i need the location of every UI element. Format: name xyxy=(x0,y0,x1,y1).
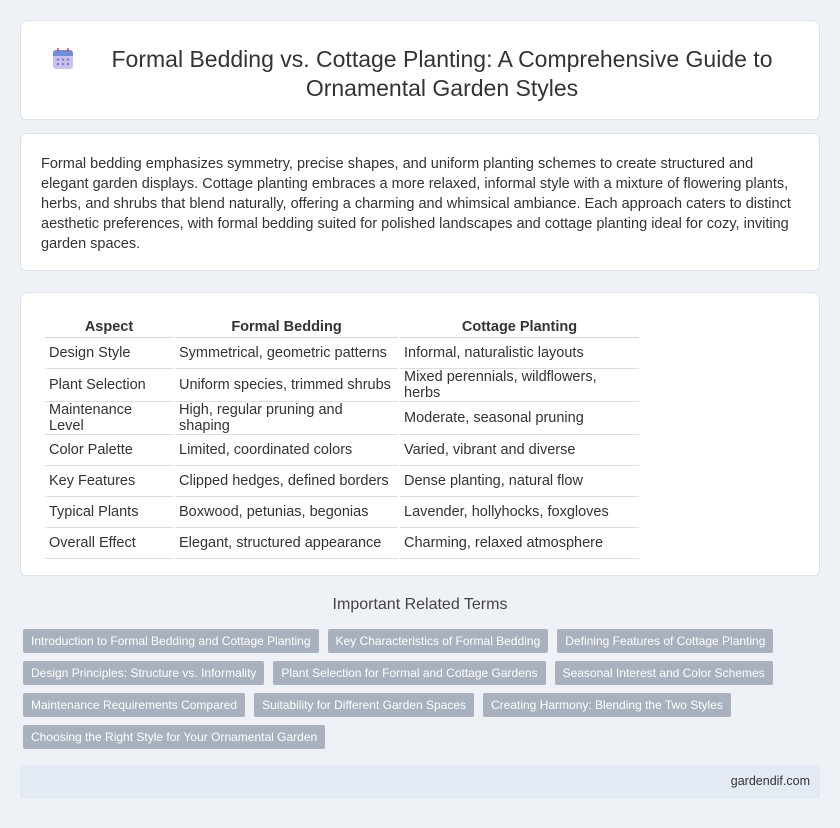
related-term-tag[interactable]: Plant Selection for Formal and Cottage Gardens xyxy=(273,661,545,685)
table-cell: Color Palette xyxy=(45,435,173,466)
table-cell: Charming, relaxed atmosphere xyxy=(400,528,639,559)
table-cell: Overall Effect xyxy=(45,528,173,559)
table-cell: Key Features xyxy=(45,466,173,497)
table-row xyxy=(45,402,639,435)
table-row xyxy=(45,497,639,528)
calendar-icon xyxy=(51,47,75,71)
table-cell: High, regular pruning and shaping xyxy=(175,402,398,435)
column-header-aspect: Aspect xyxy=(45,317,173,338)
table-cell: Typical Plants xyxy=(45,497,173,528)
table-cell: Lavender, hollyhocks, foxgloves xyxy=(400,497,639,528)
related-term-tag[interactable]: Defining Features of Cottage Planting xyxy=(557,629,773,653)
table-cell: Clipped hedges, defined borders xyxy=(175,466,398,497)
table-cell: Limited, coordinated colors xyxy=(175,435,398,466)
table-cell: Maintenance Level xyxy=(45,402,173,435)
table-cell: Elegant, structured appearance xyxy=(175,528,398,559)
related-term-tag[interactable]: Suitability for Different Garden Spaces xyxy=(254,693,474,717)
table-header-row xyxy=(45,317,639,338)
table-row xyxy=(45,369,639,402)
comparison-table xyxy=(43,317,641,559)
related-term-tag[interactable]: Choosing the Right Style for Your Ornamental Garden xyxy=(23,725,325,749)
footer xyxy=(20,765,820,798)
page-title: Formal Bedding vs. Cottage Planting: A Comprehensive Guide to Ornamental Garden Styles xyxy=(111,46,773,101)
table-cell: Plant Selection xyxy=(45,369,173,402)
related-term-tag[interactable]: Design Principles: Structure vs. Informality xyxy=(23,661,264,685)
footer-site-link[interactable]: gardendif.com xyxy=(730,774,810,788)
column-header-formal: Formal Bedding xyxy=(175,317,398,338)
table-cell: Boxwood, petunias, begonias xyxy=(175,497,398,528)
table-cell: Varied, vibrant and diverse xyxy=(400,435,639,466)
related-term-tag[interactable]: Introduction to Formal Bedding and Cottage Planting xyxy=(23,629,319,653)
related-term-tag[interactable]: Key Characteristics of Formal Bedding xyxy=(328,629,549,653)
table-cell: Mixed perennials, wildflowers, herbs xyxy=(400,369,639,402)
table-row xyxy=(45,338,639,369)
table-cell: Moderate, seasonal pruning xyxy=(400,402,639,435)
intro-card xyxy=(20,133,820,271)
table-row xyxy=(45,435,639,466)
intro-text: Formal bedding emphasizes symmetry, precise shapes, and uniform planting schemes to create structured and elegant garden displays. Cottage planting embraces a more relaxed, informal style with a mixture of flowering plants, herbs, and shrubs that blend naturally, offering a charming and whimsical ambiance. Each approach caters to distinct aesthetic preferences, with formal bedding suited for polished landscapes and cottage planting ideal for cozy, inviting garden spaces. xyxy=(41,156,791,252)
table-cell: Uniform species, trimmed shrubs xyxy=(175,369,398,402)
table-cell: Symmetrical, geometric patterns xyxy=(175,338,398,369)
related-term-tag[interactable]: Maintenance Requirements Compared xyxy=(23,693,245,717)
table-cell: Informal, naturalistic layouts xyxy=(400,338,639,369)
column-header-cottage: Cottage Planting xyxy=(400,317,639,338)
related-term-tag[interactable]: Seasonal Interest and Color Schemes xyxy=(555,661,773,685)
related-terms-title: Important Related Terms xyxy=(332,596,508,613)
table-row xyxy=(45,466,639,497)
comparison-card xyxy=(20,292,820,576)
table-row xyxy=(45,528,639,559)
table-cell: Dense planting, natural flow xyxy=(400,466,639,497)
related-terms-list xyxy=(23,629,803,749)
related-term-tag[interactable]: Creating Harmony: Blending the Two Styles xyxy=(483,693,731,717)
header-card xyxy=(20,20,820,120)
table-cell: Design Style xyxy=(45,338,173,369)
